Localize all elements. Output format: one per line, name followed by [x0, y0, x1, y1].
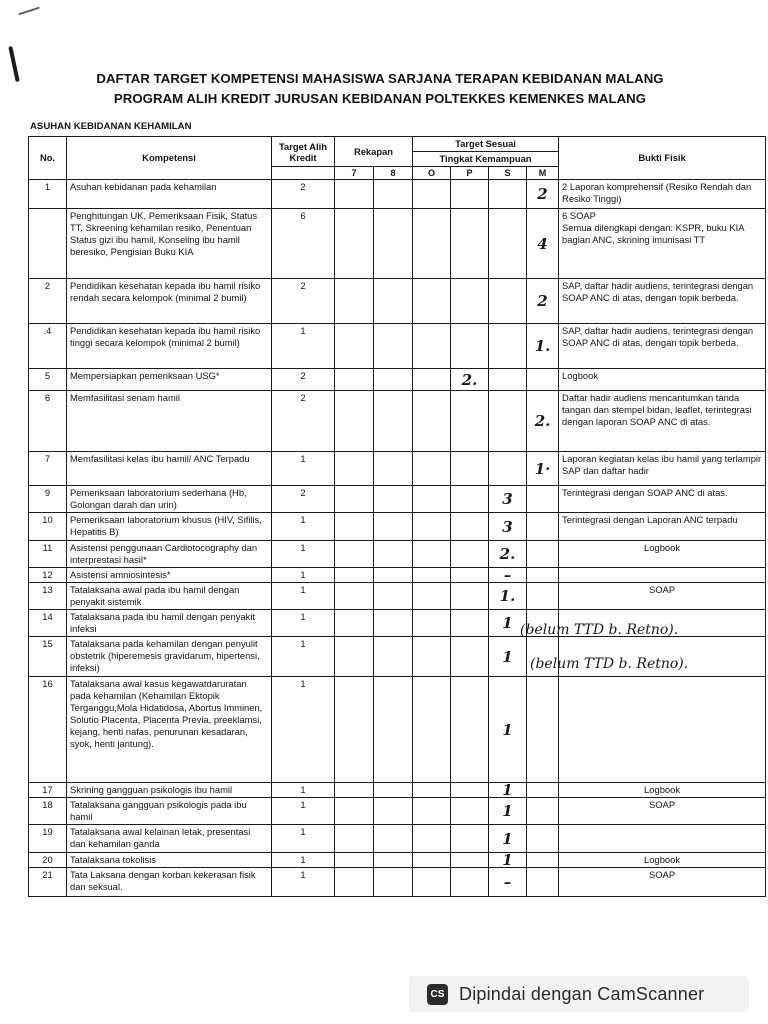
row-target: 2 [272, 279, 335, 324]
table-row [29, 324, 766, 369]
row-no: 5 [29, 369, 67, 391]
row-kompetensi: Pendidikan kesehatan kepada ibu hamil risiko rendah secara kelompok (minimal 2 bumil) [67, 279, 272, 324]
row-cell-8 [374, 452, 413, 486]
row-cell-o [413, 825, 451, 853]
row-target: 1 [272, 513, 335, 541]
row-bukti: SOAP [559, 868, 766, 897]
row-cell-7 [335, 513, 374, 541]
table-row [29, 452, 766, 486]
row-cell-o [413, 209, 451, 279]
row-cell-p [451, 637, 489, 677]
row-mark-s: 3 [489, 513, 527, 541]
row-cell-7 [335, 583, 374, 610]
camscanner-logo-icon: CS [427, 984, 448, 1005]
row-bukti: SAP, daftar hadir audiens, terintegrasi dengan SOAP ANC di atas, dengan topik berbeda. [559, 324, 766, 369]
row-cell-m [527, 486, 559, 513]
row-cell-o [413, 677, 451, 783]
row-no: 6 [29, 391, 67, 452]
row-cell-p [451, 853, 489, 868]
row-kompetensi: Skrining gangguan psikologis ibu hamil [67, 783, 272, 798]
competency-table [28, 136, 766, 897]
row-mark-s: 3 [489, 486, 527, 513]
row-cell-8 [374, 180, 413, 209]
row-cell-m [527, 825, 559, 853]
row-kompetensi: Penghitungan UK, Pemeriksaan Fisik, Status TT, Skreening kehamilan resiko, Penentuan Status gizi ibu hamil, Konseling ibu hamil beresiko, Pengisian Buku KIA [67, 209, 272, 279]
row-cell-7 [335, 853, 374, 868]
row-kompetensi: Memfasilitasi kelas ibu hamil/ ANC Terpadu [67, 452, 272, 486]
row-mark-s: – [489, 568, 527, 583]
row-cell-7 [335, 568, 374, 583]
header-sub-7: 7 [335, 167, 374, 180]
row-cell-s [489, 279, 527, 324]
row-cell-o [413, 583, 451, 610]
row-cell-o [413, 783, 451, 798]
scan-artifact [18, 7, 40, 16]
row-cell-p [451, 677, 489, 783]
row-bukti: 6 SOAP Semua dilengkapi dengan: KSPR, buku KIA bagian ANC, skrining imunisasi TT [559, 209, 766, 279]
row-kompetensi: Pendidikan kesehatan kepada ibu hamil risiko tinggi secara kelompok (minimal 2 bumil) [67, 324, 272, 369]
row-target: 1 [272, 610, 335, 637]
row-kompetensi: Tatalaksana awal pada ibu hamil dengan penyakit sistemik [67, 583, 272, 610]
table-row [29, 391, 766, 452]
header-kompetensi: Kompetensi [67, 137, 272, 180]
row-target: 1 [272, 783, 335, 798]
header-no: No. [29, 137, 67, 180]
row-cell-s [489, 209, 527, 279]
row-cell-8 [374, 868, 413, 897]
row-target: 1 [272, 568, 335, 583]
row-cell-7 [335, 391, 374, 452]
row-bukti: Logbook [559, 369, 766, 391]
row-bukti: 2 Laporan komprehensif (Resiko Rendah dan Resiko Tinggi) [559, 180, 766, 209]
row-cell-m [527, 541, 559, 568]
table-row [29, 513, 766, 541]
row-bukti [559, 825, 766, 853]
row-target: 1 [272, 677, 335, 783]
row-target: 1 [272, 853, 335, 868]
row-no: 1 [29, 180, 67, 209]
row-no: 14 [29, 610, 67, 637]
row-cell-p [451, 783, 489, 798]
row-cell-o [413, 853, 451, 868]
row-cell-p [451, 583, 489, 610]
row-cell-7 [335, 279, 374, 324]
header-sub-s: S [489, 167, 527, 180]
row-mark-s: 1 [489, 677, 527, 783]
title-line-2: PROGRAM ALIH KREDIT JURUSAN KEBIDANAN POLTEKKES KEMENKES MALANG [113, 91, 647, 106]
row-target: 1 [272, 583, 335, 610]
row-mark-m: 1. [527, 324, 559, 369]
row-kompetensi: Tata Laksana dengan korban kekerasan fisik dan seksual. [67, 868, 272, 897]
row-cell-8 [374, 677, 413, 783]
table-row [29, 369, 766, 391]
row-mark-m: 1· [527, 452, 559, 486]
row-cell-o [413, 391, 451, 452]
row-cell-m [527, 583, 559, 610]
row-bukti: SOAP [559, 798, 766, 825]
table-body [29, 180, 766, 897]
camscanner-text: Dipindai dengan CamScanner [459, 983, 705, 1004]
row-no: 10 [29, 513, 67, 541]
row-cell-7 [335, 677, 374, 783]
scan-artifact [8, 46, 19, 82]
table-row [29, 798, 766, 825]
row-target: 1 [272, 825, 335, 853]
row-cell-8 [374, 825, 413, 853]
row-kompetensi: Tatalaksana pada ibu hamil dengan penyakit infeksi [67, 610, 272, 637]
row-no: 18 [29, 798, 67, 825]
table-row [29, 279, 766, 324]
row-cell-8 [374, 209, 413, 279]
row-no: 20 [29, 853, 67, 868]
header-sub-8: 8 [374, 167, 413, 180]
camscanner-watermark [409, 976, 749, 1012]
row-cell-7 [335, 452, 374, 486]
row-bukti: SOAP [559, 583, 766, 610]
row-cell-p [451, 209, 489, 279]
row-cell-p [451, 568, 489, 583]
document-title [40, 69, 720, 109]
row-cell-8 [374, 637, 413, 677]
table-row [29, 583, 766, 610]
row-mark-s: 1 [489, 637, 527, 677]
row-kompetensi: Tatalaksana tokolisis [67, 853, 272, 868]
header-sub-blank [272, 167, 335, 180]
row-kompetensi: Asistensi amniosintesis* [67, 568, 272, 583]
table-row [29, 486, 766, 513]
row-cell-o [413, 279, 451, 324]
row-no [29, 209, 67, 279]
row-target: 1 [272, 868, 335, 897]
row-cell-s [489, 324, 527, 369]
row-cell-o [413, 486, 451, 513]
row-cell-8 [374, 568, 413, 583]
row-cell-8 [374, 610, 413, 637]
row-cell-7 [335, 610, 374, 637]
row-cell-8 [374, 783, 413, 798]
table-row [29, 868, 766, 897]
row-cell-o [413, 568, 451, 583]
row-no: 19 [29, 825, 67, 853]
table-row [29, 825, 766, 853]
row-cell-p [451, 868, 489, 897]
row-bukti [559, 568, 766, 583]
row-mark-s: – [489, 868, 527, 897]
handwritten-note-row-15: (belum TTD b. Retno). [530, 656, 689, 672]
row-kompetensi: Tatalaksana awal kasus kegawatdaruratan pada kehamilan (Kehamilan Ektopik Terganggu,Mola Hidatidosa, Abortus Imminen, Solutio Placenta, Placenta Previa, preeklamsi, kejang, henti nafas, penurunan kesadaran, syok, henti jantung). [67, 677, 272, 783]
table-row [29, 853, 766, 868]
row-cell-p [451, 452, 489, 486]
row-cell-s [489, 452, 527, 486]
row-cell-o [413, 798, 451, 825]
title-line-1: DAFTAR TARGET KOMPETENSI MAHASISWA SARJANA TERAPAN KEBIDANAN MALANG [96, 71, 664, 86]
row-cell-8 [374, 853, 413, 868]
row-mark-s: 1 [489, 825, 527, 853]
row-cell-s [489, 180, 527, 209]
header-target-alih-kredit: Target Alih Kredit [272, 137, 335, 167]
table-row [29, 677, 766, 783]
row-cell-8 [374, 513, 413, 541]
row-kompetensi: Tatalaksana pada kehamilan dengan penyulit obstetrik (hiperemesis gravidarum, hipertensi, infeksi) [67, 637, 272, 677]
row-cell-o [413, 513, 451, 541]
row-kompetensi: Pemeriksaan laboratorium sederhana (Hb, Golongan darah dan urin) [67, 486, 272, 513]
table-row [29, 783, 766, 798]
row-no: 12 [29, 568, 67, 583]
row-no: 7 [29, 452, 67, 486]
header-rekapan: Rekapan [335, 137, 413, 167]
row-bukti: Logbook [559, 783, 766, 798]
row-cell-p [451, 513, 489, 541]
row-cell-8 [374, 391, 413, 452]
header-sub-o: O [413, 167, 451, 180]
row-target: 1 [272, 541, 335, 568]
row-kompetensi: Memfasilitasi senam hamil [67, 391, 272, 452]
row-cell-7 [335, 541, 374, 568]
row-cell-o [413, 541, 451, 568]
handwritten-note-row-14: (belum TTD b. Retno). [520, 622, 679, 638]
row-target: 2 [272, 369, 335, 391]
row-bukti: Logbook [559, 541, 766, 568]
table-row [29, 180, 766, 209]
row-cell-o [413, 610, 451, 637]
header-sub-m: M [527, 167, 559, 180]
header-target-sesuai: Target Sesuai [413, 137, 559, 152]
row-bukti: Terintegrasi dengan SOAP ANC di atas. [559, 486, 766, 513]
row-cell-7 [335, 209, 374, 279]
row-target: 1 [272, 798, 335, 825]
row-cell-m [527, 783, 559, 798]
row-cell-p [451, 279, 489, 324]
row-no: .4 [29, 324, 67, 369]
row-cell-p [451, 486, 489, 513]
row-cell-m [527, 677, 559, 783]
row-no: 9 [29, 486, 67, 513]
row-mark-m: 2 [527, 279, 559, 324]
row-cell-o [413, 452, 451, 486]
table-row [29, 209, 766, 279]
row-bukti: Daftar hadir audiens mencantumkan tanda tangan dan stempel bidan, leaflet, terintegrasi dengan laporan SOAP ANC di atas. [559, 391, 766, 452]
row-kompetensi: Tatalaksana awal kelainan letak, presentasi dan kehamilan ganda [67, 825, 272, 853]
row-kompetensi: Tatalaksana gangguan psikologis pada ibu hamil [67, 798, 272, 825]
row-target: 2 [272, 391, 335, 452]
row-cell-7 [335, 324, 374, 369]
row-cell-8 [374, 279, 413, 324]
row-mark-s: 1. [489, 583, 527, 610]
row-target: 2 [272, 486, 335, 513]
row-target: 1 [272, 324, 335, 369]
row-cell-7 [335, 868, 374, 897]
row-cell-p [451, 324, 489, 369]
row-target: 6 [272, 209, 335, 279]
row-cell-7 [335, 825, 374, 853]
row-kompetensi: Asuhan kebidanan pada kehamilan [67, 180, 272, 209]
row-cell-m [527, 853, 559, 868]
row-mark-m: 2 [527, 180, 559, 209]
row-cell-8 [374, 798, 413, 825]
row-cell-8 [374, 324, 413, 369]
row-cell-m [527, 513, 559, 541]
row-kompetensi: Asistensi penggunaan Cardiotocography dan interprestasi hasil* [67, 541, 272, 568]
row-cell-8 [374, 486, 413, 513]
row-cell-o [413, 180, 451, 209]
table-row [29, 541, 766, 568]
row-no: 15 [29, 637, 67, 677]
row-cell-o [413, 369, 451, 391]
row-cell-p [451, 541, 489, 568]
row-cell-7 [335, 798, 374, 825]
row-mark-s: 1 [489, 798, 527, 825]
row-cell-p [451, 391, 489, 452]
row-cell-o [413, 868, 451, 897]
row-bukti: SAP, daftar hadir audiens, terintegrasi dengan SOAP ANC di atas, dengan topik berbeda. [559, 279, 766, 324]
row-kompetensi: Mempersiapkan pemeriksaan USG* [67, 369, 272, 391]
row-target: 1 [272, 452, 335, 486]
row-cell-m [527, 868, 559, 897]
row-no: 16 [29, 677, 67, 783]
row-cell-8 [374, 369, 413, 391]
row-cell-8 [374, 583, 413, 610]
table-row [29, 568, 766, 583]
row-bukti: Logbook [559, 853, 766, 868]
header-tingkat-kemampuan: Tingkat Kemampuan [413, 152, 559, 167]
row-no: 11 [29, 541, 67, 568]
header-sub-p: P [451, 167, 489, 180]
row-mark-s: 1 [489, 853, 527, 868]
row-cell-7 [335, 486, 374, 513]
row-cell-7 [335, 180, 374, 209]
row-cell-8 [374, 541, 413, 568]
row-target: 2 [272, 180, 335, 209]
row-mark-m: 2. [527, 391, 559, 452]
row-cell-s [489, 391, 527, 452]
row-no: 13 [29, 583, 67, 610]
row-no: 17 [29, 783, 67, 798]
section-title: ASUHAN KEBIDANAN KEHAMILAN [30, 121, 192, 132]
row-cell-o [413, 637, 451, 677]
row-cell-m [527, 568, 559, 583]
row-cell-o [413, 324, 451, 369]
row-bukti: Laporan kegiatan kelas ibu hamil yang terlampir SAP dan daftar hadir [559, 452, 766, 486]
row-mark-p: 2. [451, 369, 489, 391]
row-bukti: Terintegrasi dengan Laporan ANC terpadu [559, 513, 766, 541]
row-mark-s: 2. [489, 541, 527, 568]
row-cell-p [451, 180, 489, 209]
row-no: 21 [29, 868, 67, 897]
header-bukti-fisik: Bukti Fisik [559, 137, 766, 180]
row-cell-7 [335, 637, 374, 677]
row-mark-m: 4 [527, 209, 559, 279]
row-bukti [559, 677, 766, 783]
row-mark-s: 1 [489, 783, 527, 798]
row-mark-s: 1 [489, 610, 527, 637]
row-cell-p [451, 798, 489, 825]
row-cell-p [451, 825, 489, 853]
row-cell-m [527, 369, 559, 391]
row-cell-7 [335, 783, 374, 798]
row-kompetensi: Pemeriksaan laboratorium khusus (HIV, Sifilis, Hepatitis B) [67, 513, 272, 541]
row-cell-p [451, 610, 489, 637]
row-cell-m [527, 798, 559, 825]
row-cell-s [489, 369, 527, 391]
row-cell-7 [335, 369, 374, 391]
row-no: 2 [29, 279, 67, 324]
row-target: 1 [272, 637, 335, 677]
